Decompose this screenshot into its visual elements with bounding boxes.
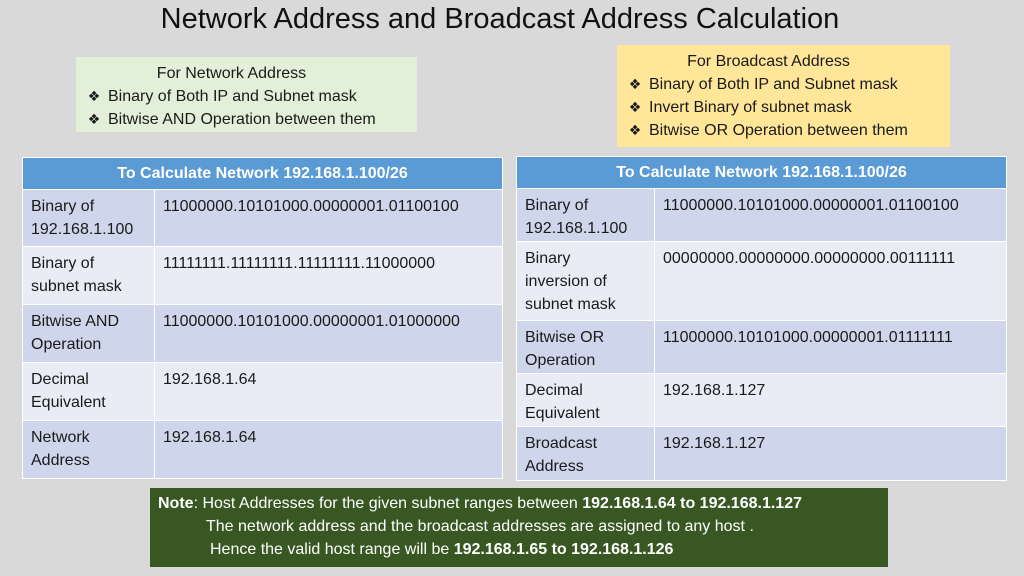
broadcast-box-bullet	[627, 96, 940, 119]
table-row	[517, 321, 1007, 374]
bullet-text: Bitwise AND Operation between them	[108, 111, 376, 128]
bullet-text: Binary of Both IP and Subnet mask	[649, 76, 898, 93]
row-label: Bitwise AND Operation	[23, 305, 155, 363]
row-label: Broadcast Address	[517, 427, 655, 481]
network-box-bullet	[86, 108, 407, 131]
broadcast-address-box	[617, 45, 950, 147]
row-label: Binary of 192.168.1.100	[517, 189, 655, 242]
broadcast-calculation-table	[516, 156, 1007, 481]
note-line-2: The network address and the broadcast addresses are assigned to any host .	[206, 518, 754, 535]
table-header: To Calculate Network 192.168.1.100/26	[23, 158, 503, 190]
table-row	[517, 427, 1007, 481]
bullet-text: Binary of Both IP and Subnet mask	[108, 88, 357, 105]
row-value: 192.168.1.64	[155, 363, 503, 421]
note-line-1: Note: Host Addresses for the given subnet ranges between 192.168.1.64 to 192.168.1.127	[158, 495, 802, 512]
row-value: 11000000.10101000.00000001.01100100	[155, 190, 503, 247]
table-row	[517, 189, 1007, 242]
row-value: 11000000.10101000.00000001.01000000	[155, 305, 503, 363]
bullet-text: Invert Binary of subnet mask	[649, 99, 852, 116]
row-value: 192.168.1.127	[655, 374, 1007, 427]
valid-host-range: 192.168.1.65 to 192.168.1.126	[453, 541, 674, 558]
network-calculation-table	[22, 157, 503, 479]
diamond-bullet-icon: ❖	[628, 76, 642, 92]
row-label: Binary of 192.168.1.100	[23, 190, 155, 247]
table-row	[517, 242, 1007, 321]
note-box	[150, 488, 888, 567]
table-header: To Calculate Network 192.168.1.100/26	[517, 157, 1007, 189]
note-line-3: Hence the valid host range will be 192.168.1.65 to 192.168.1.126	[210, 541, 674, 558]
row-value: 192.168.1.127	[655, 427, 1007, 481]
network-box-bullet	[86, 85, 407, 108]
row-label: Decimal Equivalent	[517, 374, 655, 427]
row-value: 00000000.00000000.00000000.00111111	[655, 242, 1007, 321]
table-row	[23, 421, 503, 479]
broadcast-box-heading: For Broadcast Address	[687, 53, 850, 70]
network-address-box	[76, 57, 417, 132]
table-row	[23, 247, 503, 305]
row-label: Network Address	[23, 421, 155, 479]
network-box-heading: For Network Address	[156, 65, 307, 82]
row-value: 11000000.10101000.00000001.01100100	[655, 189, 1007, 242]
table-row	[23, 363, 503, 421]
table-row	[517, 374, 1007, 427]
table-row	[23, 305, 503, 363]
diamond-bullet-icon: ❖	[628, 99, 642, 115]
row-value: 11000000.10101000.00000001.01111111	[655, 321, 1007, 374]
row-value: 192.168.1.64	[155, 421, 503, 479]
note-label: Note	[158, 495, 194, 512]
diamond-bullet-icon: ❖	[87, 88, 101, 104]
table-row	[23, 190, 503, 247]
host-range: 192.168.1.64 to 192.168.1.127	[582, 495, 802, 512]
bullet-text: Bitwise OR Operation between them	[649, 122, 908, 139]
broadcast-box-bullet	[627, 119, 940, 142]
row-label: Decimal Equivalent	[23, 363, 155, 421]
row-label: Binary inversion of subnet mask	[517, 242, 655, 321]
diamond-bullet-icon: ❖	[628, 122, 642, 138]
diamond-bullet-icon: ❖	[87, 111, 101, 127]
row-label: Binary of subnet mask	[23, 247, 155, 305]
row-value: 11111111.11111111.11111111.11000000	[155, 247, 503, 305]
page-title: Network Address and Broadcast Address Calculation	[160, 3, 840, 35]
broadcast-box-bullet	[627, 73, 940, 96]
row-label: Bitwise OR Operation	[517, 321, 655, 374]
